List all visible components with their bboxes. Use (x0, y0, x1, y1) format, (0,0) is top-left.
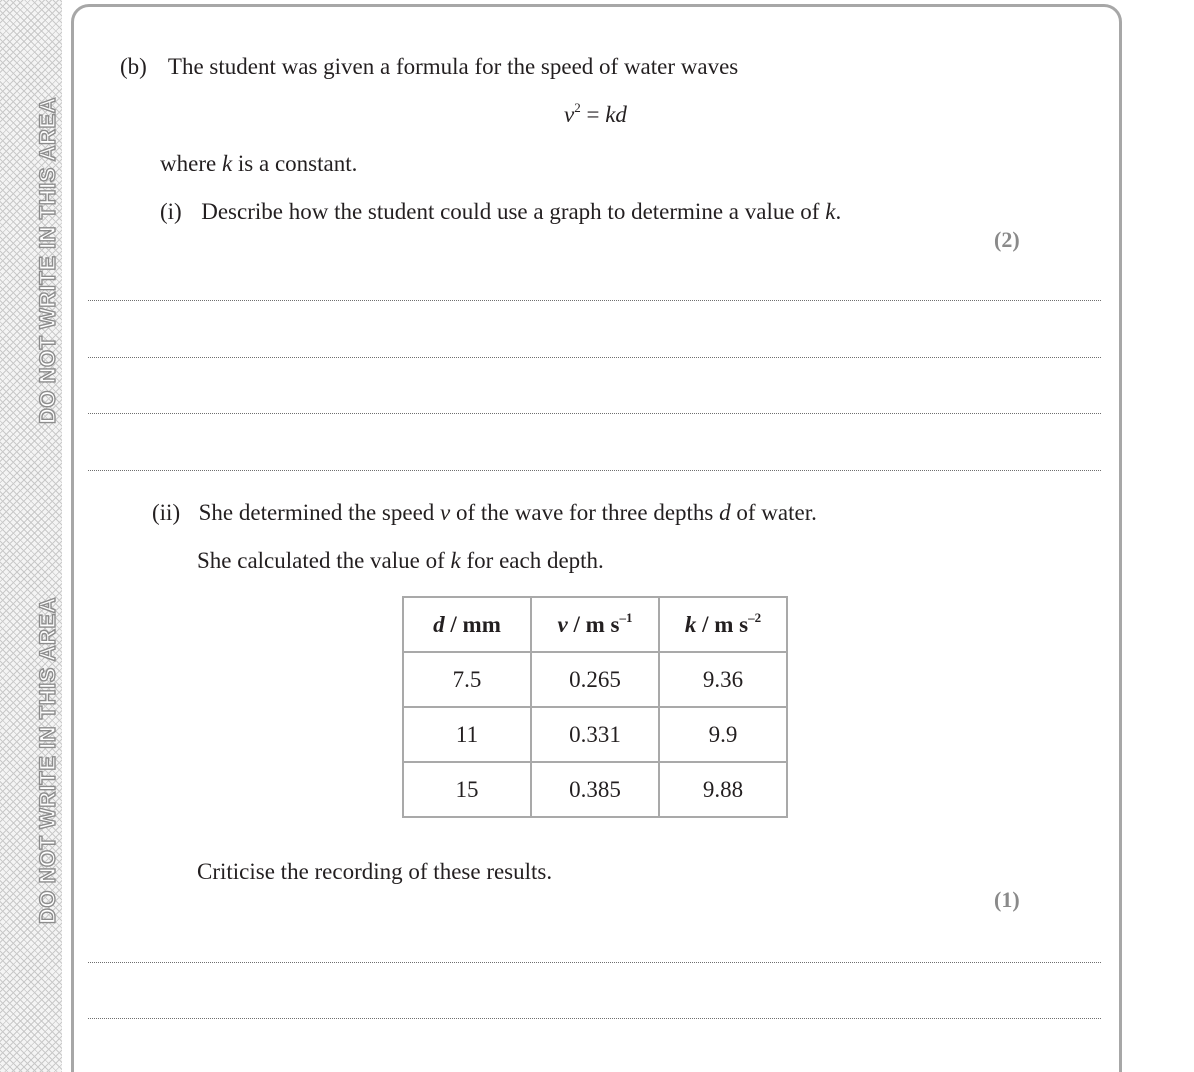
header-exponent: –2 (748, 609, 762, 625)
part-i-var-k: k (825, 199, 836, 224)
part-ii-calc-statement (197, 549, 604, 572)
formula-equals: = (580, 102, 606, 127)
part-i-end: . (835, 199, 842, 224)
calc-var-k: k (450, 548, 461, 573)
formula-rhs: kd (605, 102, 627, 127)
table-header-row (403, 597, 787, 652)
part-ii-marks: (1) (994, 887, 1020, 912)
part-ii-text-c: of water. (730, 500, 817, 525)
part-ii-label: (ii) (152, 500, 181, 525)
where-rest: is a constant. (232, 151, 358, 176)
part-i-question (160, 200, 841, 223)
header-var: d (433, 611, 445, 637)
table-row (403, 762, 787, 817)
cell-speed: 0.331 (531, 707, 659, 762)
cell-speed: 0.385 (531, 762, 659, 817)
cell-speed: 0.265 (531, 652, 659, 707)
where-text: where (160, 151, 222, 176)
answer-line[interactable] (88, 300, 1101, 301)
part-i-marks: (2) (994, 227, 1020, 252)
part-ii-text-a: She determined the speed (198, 500, 441, 525)
header-unit: / m s (696, 611, 749, 637)
header-unit: / mm (444, 611, 501, 637)
header-unit: / m s (567, 611, 620, 637)
header-depth (403, 597, 531, 652)
cell-k: 9.36 (659, 652, 787, 707)
header-k (659, 597, 787, 652)
table-row (403, 652, 787, 707)
cell-depth: 7.5 (403, 652, 531, 707)
header-var: v (557, 611, 568, 637)
cell-depth: 15 (403, 762, 531, 817)
calc-text-b: for each depth. (460, 548, 604, 573)
margin-hatched-strip (0, 0, 62, 1072)
header-speed (531, 597, 659, 652)
where-var-k: k (221, 151, 233, 176)
answer-line[interactable] (88, 962, 1101, 963)
formula (564, 100, 627, 127)
part-b-label: (b) (120, 54, 147, 79)
part-ii-var-v: v (440, 500, 451, 525)
part-i-text: Describe how the student could use a graph to determine a value of (201, 199, 826, 224)
part-ii-question (152, 501, 817, 524)
part-i-label: (i) (160, 199, 182, 224)
where-statement (160, 152, 357, 175)
cell-k: 9.88 (659, 762, 787, 817)
part-b-intro (120, 55, 738, 78)
cell-k: 9.9 (659, 707, 787, 762)
criticise-question: Criticise the recording of these results. (197, 859, 553, 884)
part-b-intro-text: The student was given a formula for the speed of water waves (167, 54, 739, 79)
formula-v: v (564, 102, 575, 127)
cell-depth: 11 (403, 707, 531, 762)
answer-line[interactable] (88, 357, 1101, 358)
calc-text-a: She calculated the value of (197, 548, 451, 573)
header-var: k (684, 611, 697, 637)
formula-exponent: 2 (574, 100, 581, 115)
part-ii-text-b: of the wave for three depths (450, 500, 720, 525)
table-row (403, 707, 787, 762)
answer-line[interactable] (88, 1018, 1101, 1019)
answer-line[interactable] (88, 413, 1101, 414)
answer-line[interactable] (88, 470, 1101, 471)
part-ii-var-d: d (719, 500, 731, 525)
header-exponent: –1 (619, 609, 633, 625)
margin-warning-top: DO NOT WRITE IN THIS AREA (35, 96, 60, 424)
margin-warning-bottom: DO NOT WRITE IN THIS AREA (35, 596, 60, 924)
results-table (402, 596, 788, 818)
